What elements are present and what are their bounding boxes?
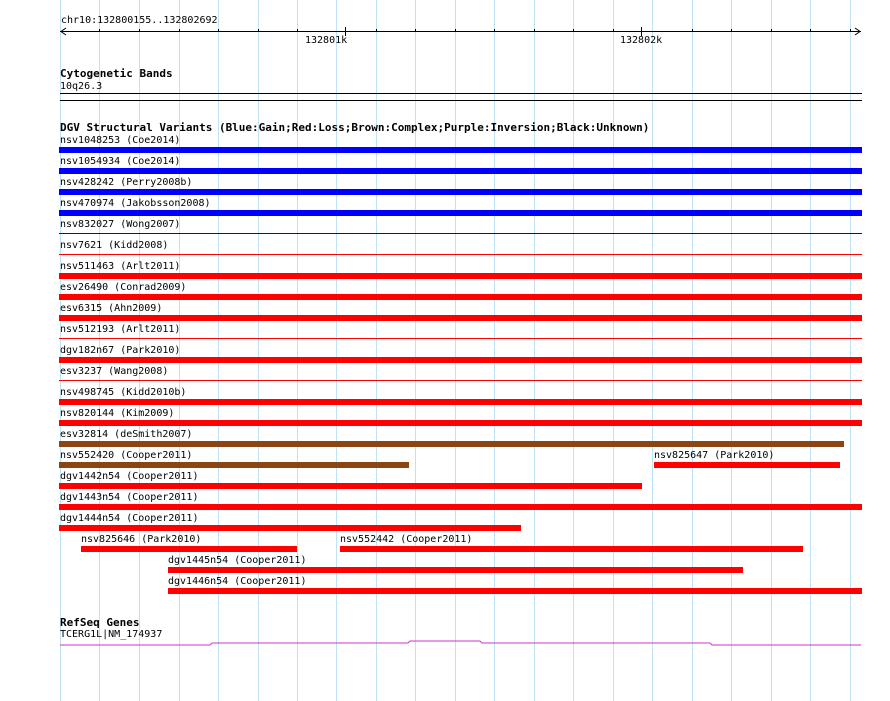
- feature-label[interactable]: nsv470974 (Jakobsson2008): [60, 198, 211, 209]
- feature-label[interactable]: nsv512193 (Arlt2011): [60, 324, 181, 335]
- feature-label[interactable]: dgv1442n54 (Cooper2011): [60, 471, 199, 482]
- ruler-tick-label: 132802k: [620, 35, 663, 46]
- feature-label[interactable]: dgv1446n54 (Cooper2011): [168, 576, 307, 587]
- feature-label[interactable]: nsv428242 (Perry2008b): [60, 177, 193, 188]
- feature-label[interactable]: dgv1443n54 (Cooper2011): [60, 492, 199, 503]
- gene-label[interactable]: TCERG1L|NM_174937: [60, 629, 163, 640]
- feature-label[interactable]: nsv498745 (Kidd2010b): [60, 387, 187, 398]
- feature-label[interactable]: nsv825647 (Park2010): [654, 450, 775, 461]
- cytoband-track-title[interactable]: Cytogenetic Bands: [60, 67, 173, 80]
- feature-label[interactable]: esv3237 (Wang2008): [60, 366, 169, 377]
- feature-label[interactable]: nsv820144 (Kim2009): [60, 408, 175, 419]
- ruler-tick-label: 132801k: [305, 35, 348, 46]
- feature-label[interactable]: nsv552420 (Cooper2011): [60, 450, 193, 461]
- cytoband-label: 10q26.3: [60, 81, 103, 92]
- feature-label[interactable]: nsv1054934 (Coe2014): [60, 156, 181, 167]
- feature-label[interactable]: nsv1048253 (Coe2014): [60, 135, 181, 146]
- ruler-range-label: chr10:132800155..132802692: [61, 15, 218, 26]
- feature-label[interactable]: dgv1445n54 (Cooper2011): [168, 555, 307, 566]
- feature-label[interactable]: nsv7621 (Kidd2008): [60, 240, 169, 251]
- refseq-track-title[interactable]: RefSeq Genes: [60, 616, 140, 629]
- feature-label[interactable]: nsv511463 (Arlt2011): [60, 261, 181, 272]
- dgv-track-title[interactable]: DGV Structural Variants (Blue:Gain;Red:Loss;Brown:Complex;Purple:Inversion;Black:Unknown): [60, 121, 650, 134]
- feature-label[interactable]: nsv552442 (Cooper2011): [340, 534, 473, 545]
- feature-label[interactable]: esv26490 (Conrad2009): [60, 282, 187, 293]
- feature-label[interactable]: dgv1444n54 (Cooper2011): [60, 513, 199, 524]
- feature-label[interactable]: esv32814 (deSmith2007): [60, 429, 193, 440]
- feature-label[interactable]: dgv182n67 (Park2010): [60, 345, 181, 356]
- feature-label[interactable]: nsv832027 (Wong2007): [60, 219, 181, 230]
- feature-label[interactable]: esv6315 (Ahn2009): [60, 303, 163, 314]
- feature-label[interactable]: nsv825646 (Park2010): [81, 534, 202, 545]
